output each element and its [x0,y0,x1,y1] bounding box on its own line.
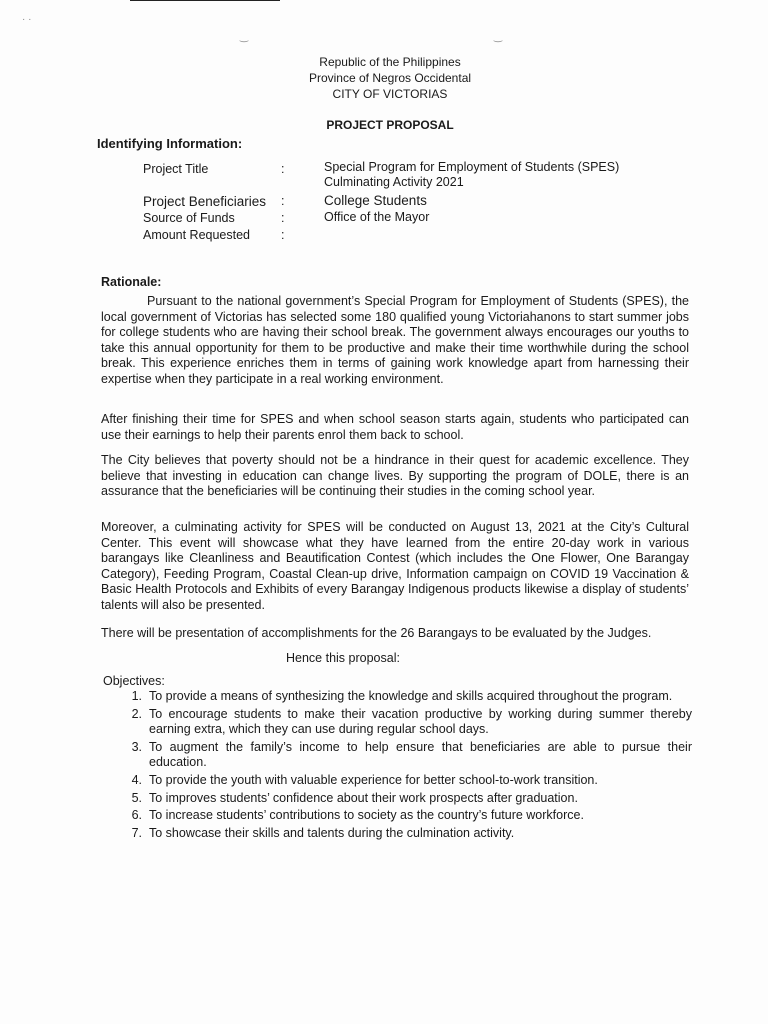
letterhead-province: Province of Negros Occidental [308,71,472,85]
scan-speck: ‿ [494,32,503,43]
objective-item [124,707,692,738]
document-title: PROJECT PROPOSAL [326,118,454,132]
field-label-amount-requested: Amount Requested [143,228,251,242]
objective-number: 7. [131,825,142,840]
objective-text: To augment the family’s income to help ensure that beneficiaries are able to pursue their education. [149,739,692,770]
rationale-paragraph-5: There will be presentation of accomplishments for the 26 Barangays to be evaluated by the Judges. [101,626,652,640]
objective-number: 4. [131,772,142,787]
objective-number: 3. [131,739,142,754]
rationale-paragraph-4: Moreover, a culminating activity for SPES will be conducted on August 13, 2021 at the City’s Cultural Center. This event will showcase what they have learned from the entire 20-day work in various barangays like Cleanliness and Beautification Contest (which includes the One Flower, One Barangay Category), Feeding Program, Coastal Clean-up drive, Information campaign on COVID 19 Vaccination & Basic Health Protocols and Exhibits of every Barangay Indigenous products likewise a display of students’ talents will also be presented. [101,520,689,612]
closing-line: Hence this proposal: [286,651,400,665]
field-colon: : [281,162,285,176]
objective-item [124,826,692,842]
objectives-list [124,689,692,843]
letterhead-city: CITY OF VICTORIAS [332,87,448,101]
rationale-paragraph-1: Pursuant to the national government’s Special Program for Employment of Students (SPES), the local government of Victorias has selected some 180 qualified young Victoriahanons to start summer jobs for college students who are having their school break. The government always encourages our youths to take this annual opportunity for them to be productive and make their time worthwhile during the school break. This experience enriches them in terms of gaining work knowledge apart from harnessing their expertise when they participate in a real working environment. [101,294,689,386]
project-title-line1: Special Program for Employment of Students (SPES) [324,160,620,174]
objective-item [124,808,692,824]
field-label-beneficiaries: Project Beneficiaries [143,194,267,209]
objectives-heading: Objectives: [103,674,165,688]
objective-number: 1. [131,689,142,703]
objective-text: To showcase their skills and talents during the culmination activity. [149,825,515,840]
rationale-heading: Rationale: [101,275,162,289]
rationale-paragraph-3: The City believes that poverty should not be a hindrance in their quest for academic excellence. They believe that investing in education can change lives. By supporting the program of DOLE, there is an assurance that the beneficiaries will be continuing their studies in the coming school year. [101,453,689,499]
objective-text: To provide the youth with valuable experience for better school-to-work transition. [149,772,598,787]
rationale-paragraph-2: After finishing their time for SPES and when school season starts again, students who participated can use their earnings to help their parents enrol them back to school. [101,412,689,442]
field-label-source-of-funds: Source of Funds [143,211,235,225]
field-label-project-title: Project Title [143,162,209,176]
objective-item [124,689,692,705]
objective-number: 2. [131,706,142,721]
project-title-line2: Culminating Activity 2021 [324,175,464,189]
scan-speck: · · [22,14,32,25]
scan-speck: ‿ [240,32,249,43]
objective-number: 5. [131,790,142,805]
field-colon: : [281,211,285,225]
field-value-source-of-funds: Office of the Mayor [324,210,430,224]
scan-edge-line [130,0,280,1]
objective-number: 6. [131,808,142,823]
objective-text: To provide a means of synthesizing the knowledge and skills acquired throughout the program. [149,689,673,703]
objective-text: To improves students’ confidence about their work prospects after graduation. [149,790,578,805]
field-value-project-title [324,160,619,190]
objective-item [124,791,692,807]
objective-text: To increase students’ contributions to society as the country’s future workforce. [149,808,584,823]
objective-item [124,740,692,771]
identifying-heading: Identifying Information: [97,136,243,151]
objective-item [124,773,692,789]
field-colon: : [281,228,285,242]
letterhead-country: Republic of the Philippines [319,55,461,69]
field-colon: : [281,194,285,208]
letterhead [200,54,580,102]
field-value-beneficiaries: College Students [324,193,427,208]
objective-text: To encourage students to make their vacation productive by working during summer thereby earning extra, which they can use during regular school days. [149,706,692,737]
